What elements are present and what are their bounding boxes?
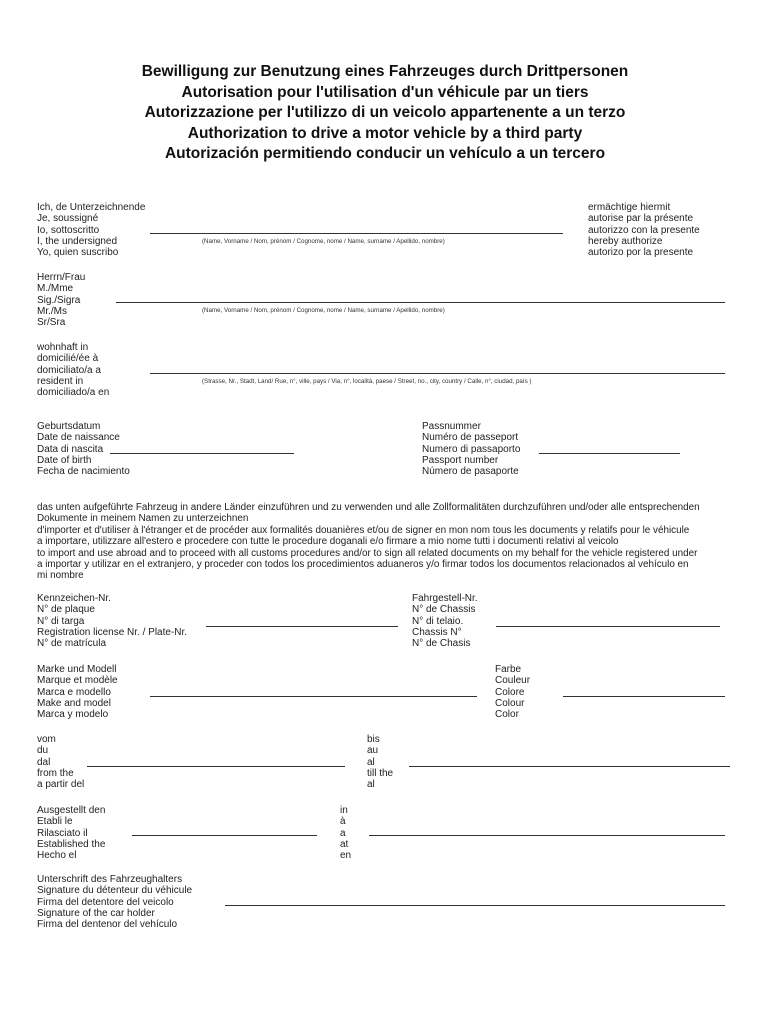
label: Numero di passaporto <box>422 443 521 455</box>
statement-line: a importare, utilizzare all'estero e procedere con tutte le procedure doganali e/o firmare a mio nome tutti i documenti relativi al veicolo <box>37 536 619 548</box>
label: Ausgestellt den <box>37 805 106 816</box>
label: Numéro de passeport <box>422 432 519 444</box>
label: M./Mme <box>37 283 74 295</box>
label: Passport number <box>422 454 499 466</box>
label: at <box>340 838 349 850</box>
label: à <box>340 816 346 828</box>
label: Sig./Sigra <box>37 294 81 306</box>
label: autorizzo con la presente <box>588 224 700 236</box>
label: N° de plaque <box>37 604 95 616</box>
label: Hecho el <box>37 850 77 862</box>
label: autorizo por la presente <box>588 247 694 259</box>
from-date-field[interactable] <box>87 766 345 767</box>
label: Signature du détenteur du véhicule <box>37 885 193 897</box>
label: al <box>367 779 375 791</box>
statement-line: mi nombre <box>37 570 84 582</box>
label: al <box>367 756 375 768</box>
label: Firma del dentenor del vehículo <box>37 919 178 931</box>
label: bis <box>367 734 380 745</box>
signature-field[interactable] <box>225 905 725 906</box>
label: N° de matrícula <box>37 638 107 650</box>
label: Registration license Nr. / Plate-Nr. <box>37 626 188 638</box>
label: N° de Chasis <box>412 638 471 650</box>
label: Make and model <box>37 697 111 709</box>
chassis-number-field[interactable] <box>496 626 720 627</box>
label: wohnhaft in <box>37 342 89 353</box>
until-labels <box>367 734 393 790</box>
statement-line: to import and use abroad and to proceed with all customs procedures and/or to sign all related documents on my behalf for the vehicle registered under <box>37 547 698 559</box>
label: Etabli le <box>37 816 73 828</box>
statement-line: a importar y utilizar en el extranjero, y proceder con todos los procedimientos aduaneros y/o firmar todos los documentos relacionados al vehículo en <box>37 558 689 570</box>
label: Fahrgestell-Nr. <box>412 593 478 604</box>
label: Herrn/Frau <box>37 272 86 283</box>
label: Fecha de nacimiento <box>37 466 130 478</box>
issued-date-field[interactable] <box>132 835 317 836</box>
title-it: Autorizzazione per l'utilizzo di un veicolo appartenente a un terzo <box>144 104 626 121</box>
label: I, the undersigned <box>37 235 118 247</box>
label: Marke und Modell <box>37 664 117 675</box>
color-field[interactable] <box>563 696 725 697</box>
label: from the <box>37 767 74 779</box>
birth-labels <box>37 421 130 477</box>
label: Chassis N° <box>412 626 462 638</box>
authorize-labels <box>588 202 700 258</box>
label: en <box>340 850 352 862</box>
title-fr: Autorisation pour l'utilisation d'un véhicule par un tiers <box>181 83 589 101</box>
label: N° de Chassis <box>412 604 476 616</box>
passport-labels <box>422 421 520 477</box>
make-model-field[interactable] <box>150 696 477 697</box>
residence-address-field[interactable] <box>150 373 725 374</box>
title-de: Bewilligung zur Benutzung eines Fahrzeuges durch Drittpersonen <box>141 63 629 80</box>
label: Mr./Ms <box>37 305 67 317</box>
undersigned-hint: (Name, Vorname / Nom, prénom / Cognome, nome / Name, surname / Apellido, nombre) <box>202 238 445 245</box>
passport-number-field[interactable] <box>539 453 680 454</box>
label: du <box>37 745 49 757</box>
label: Marque et modèle <box>37 675 118 687</box>
label: ermächtige hiermit <box>588 202 671 213</box>
make-labels <box>37 664 118 720</box>
issued-in-labels <box>340 805 351 861</box>
label: Colore <box>495 686 525 698</box>
plate-number-field[interactable] <box>206 626 398 627</box>
label: Je, soussigné <box>37 213 99 225</box>
label: hereby authorize <box>588 235 663 247</box>
undersigned-name-field[interactable] <box>150 233 563 234</box>
label: Marca y modelo <box>37 709 109 721</box>
label: Yo, quien suscribo <box>37 247 119 259</box>
label: resident in <box>37 375 84 387</box>
label: Ich, de Unterzeichnende <box>37 202 146 213</box>
statement-line: Dokumente in meinem Namen zu unterzeichnen <box>37 513 249 525</box>
person-name-field[interactable] <box>116 302 725 303</box>
birth-date-field[interactable] <box>110 453 294 454</box>
label: Marca e modello <box>37 686 111 698</box>
label: Couleur <box>495 675 531 687</box>
label: domicilié/ée à <box>37 353 99 365</box>
label: Farbe <box>495 664 522 675</box>
statement-line: das unten aufgeführte Fahrzeug in andere Länder einzuführen und zu verwenden und alle Zollformalitäten durchzuführen und/oder alle entsprechenden <box>37 502 700 513</box>
label: Sr/Sra <box>37 317 66 329</box>
until-date-field[interactable] <box>409 766 730 767</box>
plate-labels <box>37 593 187 649</box>
label: N° di targa <box>37 615 85 627</box>
person-hint: (Name, Vorname / Nom, prénom / Cognome, nome / Name, surname / Apellido, nombre) <box>202 307 445 314</box>
undersigned-labels <box>37 202 145 258</box>
label: in <box>340 805 348 816</box>
chassis-labels <box>412 593 478 649</box>
label: a <box>340 827 346 839</box>
label: Número de pasaporte <box>422 466 519 478</box>
label: a partir del <box>37 779 85 791</box>
statement-line: d'importer et d'utiliser à l'étranger et de procéder aux formalités douanières et/ou de signer en mon nom tous les documents y relatifs pour le véhicule <box>37 524 690 536</box>
residence-hint: (Strasse, Nr., Stadt, Land/ Rue, n°, ville, pays / Via, n°, località, paese / Street, no., city, country / Calle, n°, ciudad, país ) <box>202 378 532 385</box>
title-en: Authorization to drive a motor vehicle by a third party <box>187 124 583 142</box>
label: N° di telaio. <box>412 615 464 627</box>
authorization-statement <box>37 502 747 582</box>
label: Unterschrift des Fahrzeughalters <box>37 874 183 885</box>
from-labels <box>37 734 84 790</box>
signature-labels <box>37 874 192 930</box>
issued-labels <box>37 805 105 861</box>
label: Data di nascita <box>37 443 104 455</box>
issued-place-field[interactable] <box>369 835 725 836</box>
color-labels <box>495 664 530 720</box>
label: Established the <box>37 838 106 850</box>
label: till the <box>367 767 394 779</box>
label: vom <box>37 734 56 745</box>
label: Date of birth <box>37 454 92 466</box>
label: domiciliato/a a <box>37 364 101 376</box>
label: autorise par la présente <box>588 213 694 225</box>
person-labels <box>37 272 85 328</box>
label: Rilasciato il <box>37 827 88 839</box>
label: dal <box>37 756 51 768</box>
label: Date de naissance <box>37 432 120 444</box>
label: Kennzeichen-Nr. <box>37 593 111 604</box>
label: Colour <box>495 697 525 709</box>
label: Geburtsdatum <box>37 421 101 432</box>
label: Passnummer <box>422 421 481 432</box>
label: Io, sottoscritto <box>37 224 100 236</box>
label: Signature of the car holder <box>37 907 155 919</box>
title-es: Autorización permitiendo conducir un vehículo a un tercero <box>164 145 606 162</box>
label: au <box>367 745 379 757</box>
label: Firma del detentore del veicolo <box>37 896 174 908</box>
residence-labels <box>37 342 109 398</box>
label: domiciliado/a en <box>37 387 110 399</box>
label: Color <box>495 709 519 721</box>
